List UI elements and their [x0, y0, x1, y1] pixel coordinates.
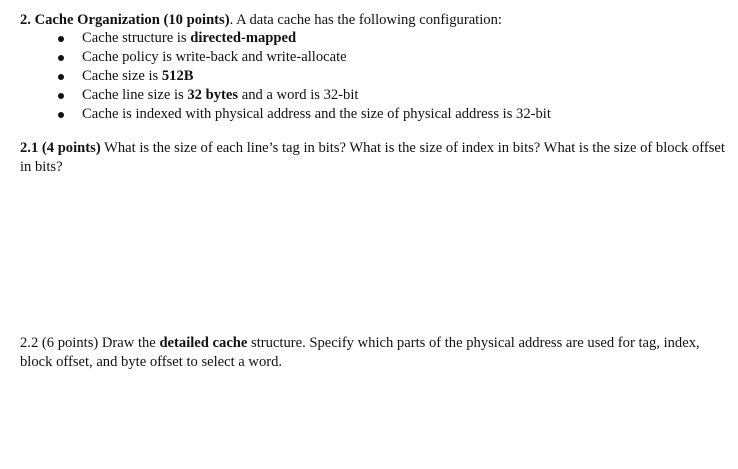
question-2-2	[20, 334, 725, 372]
question-2-2-prefix: 2.2 (6 points) Draw the	[20, 335, 160, 351]
question-2-intro: . A data cache has the following configuration:	[229, 12, 502, 28]
question-2-2-suffix: structure. Specify which parts of the physical address are used for tag, index, block offset, and byte offset to select a word.	[20, 335, 700, 370]
question-2-title: 2. Cache Organization (10 points)	[20, 12, 230, 28]
bullet-bold: 512B	[161, 68, 194, 84]
bullet-icon	[58, 74, 64, 80]
bullet-prefix: Cache is indexed with physical address and the size of physical address is 32-bit	[82, 106, 551, 122]
bullet-bold: directed-mapped	[190, 30, 297, 46]
bullet-bold: 32 bytes	[187, 87, 239, 103]
question-2-heading	[20, 12, 502, 29]
bullet-suffix: and a word is 32-bit	[238, 87, 359, 103]
question-2-1	[20, 139, 725, 177]
question-2-1-label: 2.1 (4 points)	[20, 140, 101, 156]
bullet-prefix: Cache policy is write-back and write-allocate	[82, 49, 347, 65]
bullet-prefix: Cache size is	[82, 68, 162, 84]
bullet-prefix: Cache structure is	[82, 30, 191, 46]
bullet-prefix: Cache line size is	[82, 87, 188, 103]
bullet-icon	[58, 93, 64, 99]
bullet-icon	[58, 36, 64, 42]
question-2-2-bold: detailed cache	[159, 335, 248, 351]
bullet-icon	[58, 55, 64, 61]
question-2-1-text: What is the size of each line’s tag in bits? What is the size of index in bits? What is the size of block offset in bits?	[20, 140, 725, 175]
bullet-icon	[58, 112, 64, 118]
